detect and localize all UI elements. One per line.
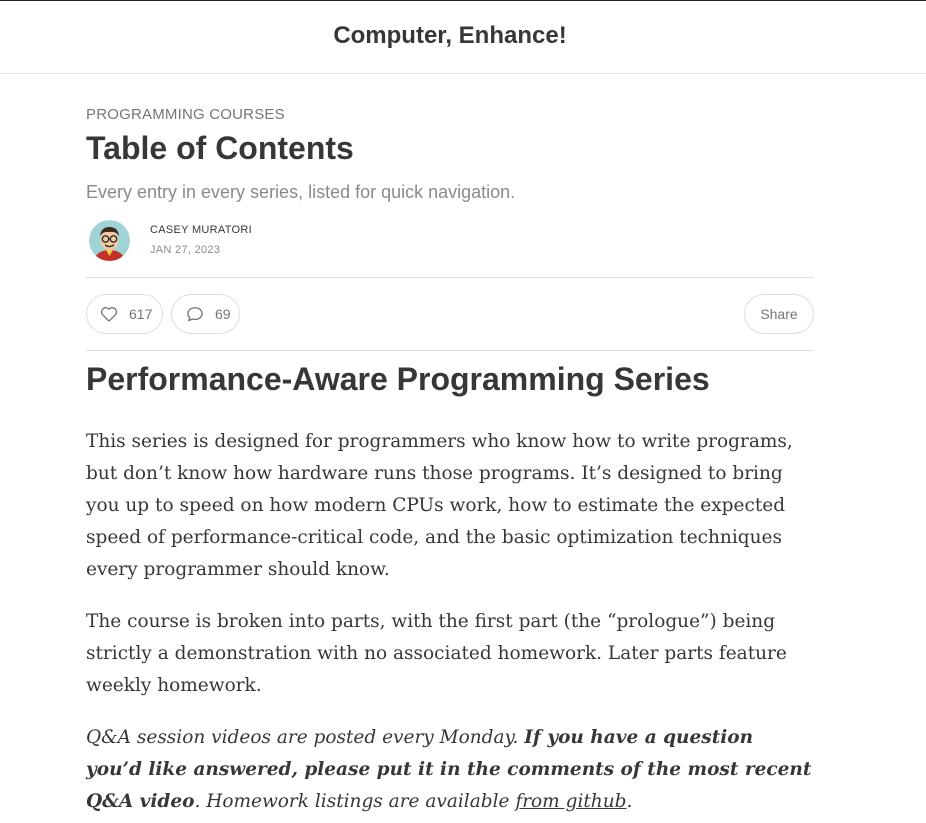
comment-icon	[185, 304, 205, 324]
qa-bold-text: If you have a question you’d like answered, please put it in the comments of the most recent Q&A video	[86, 727, 812, 812]
comment-button[interactable]	[171, 294, 240, 334]
top-bar	[0, 0, 926, 74]
like-count: 617	[129, 306, 153, 322]
post-date: JAN 27, 2023	[150, 244, 221, 256]
series-heading: Performance-Aware Programming Series	[86, 361, 710, 397]
homework-text: . Homework listings are available	[194, 791, 516, 812]
author-avatar[interactable]	[89, 220, 130, 261]
article-paragraph: This series is designed for programmers who know how to write programs, but don’t know how hardware runs those programs. It’s designed to bring you up to speed on how modern CPUs work, how to estimate the expected speed of performance-critical code, and the basic optimization techniques every programmer should know.	[86, 431, 793, 580]
author-avatar-icon	[89, 220, 130, 261]
like-button[interactable]	[86, 294, 163, 334]
author-name[interactable]: CASEY MURATORI	[150, 224, 252, 236]
divider	[86, 350, 814, 351]
heart-icon	[99, 304, 119, 324]
github-link[interactable]: from github	[515, 791, 627, 812]
comment-count: 69	[215, 306, 231, 322]
post-subtitle: Every entry in every series, listed for quick navigation.	[86, 182, 516, 202]
post-title: Table of Contents	[86, 130, 354, 166]
site-title-link[interactable]: Computer, Enhance!	[333, 22, 567, 49]
article-paragraph: The course is broken into parts, with the first part (the “prologue”) being strictly a demonstration with no associated homework. Later parts feature weekly homework.	[86, 611, 787, 696]
divider	[86, 277, 814, 278]
share-button[interactable]: Share	[744, 294, 814, 334]
qa-text: Q&A session videos are posted every Monday.	[86, 727, 525, 748]
section-label[interactable]: PROGRAMMING COURSES	[86, 106, 285, 123]
article-paragraph	[86, 722, 814, 818]
period-text: .	[626, 791, 633, 812]
